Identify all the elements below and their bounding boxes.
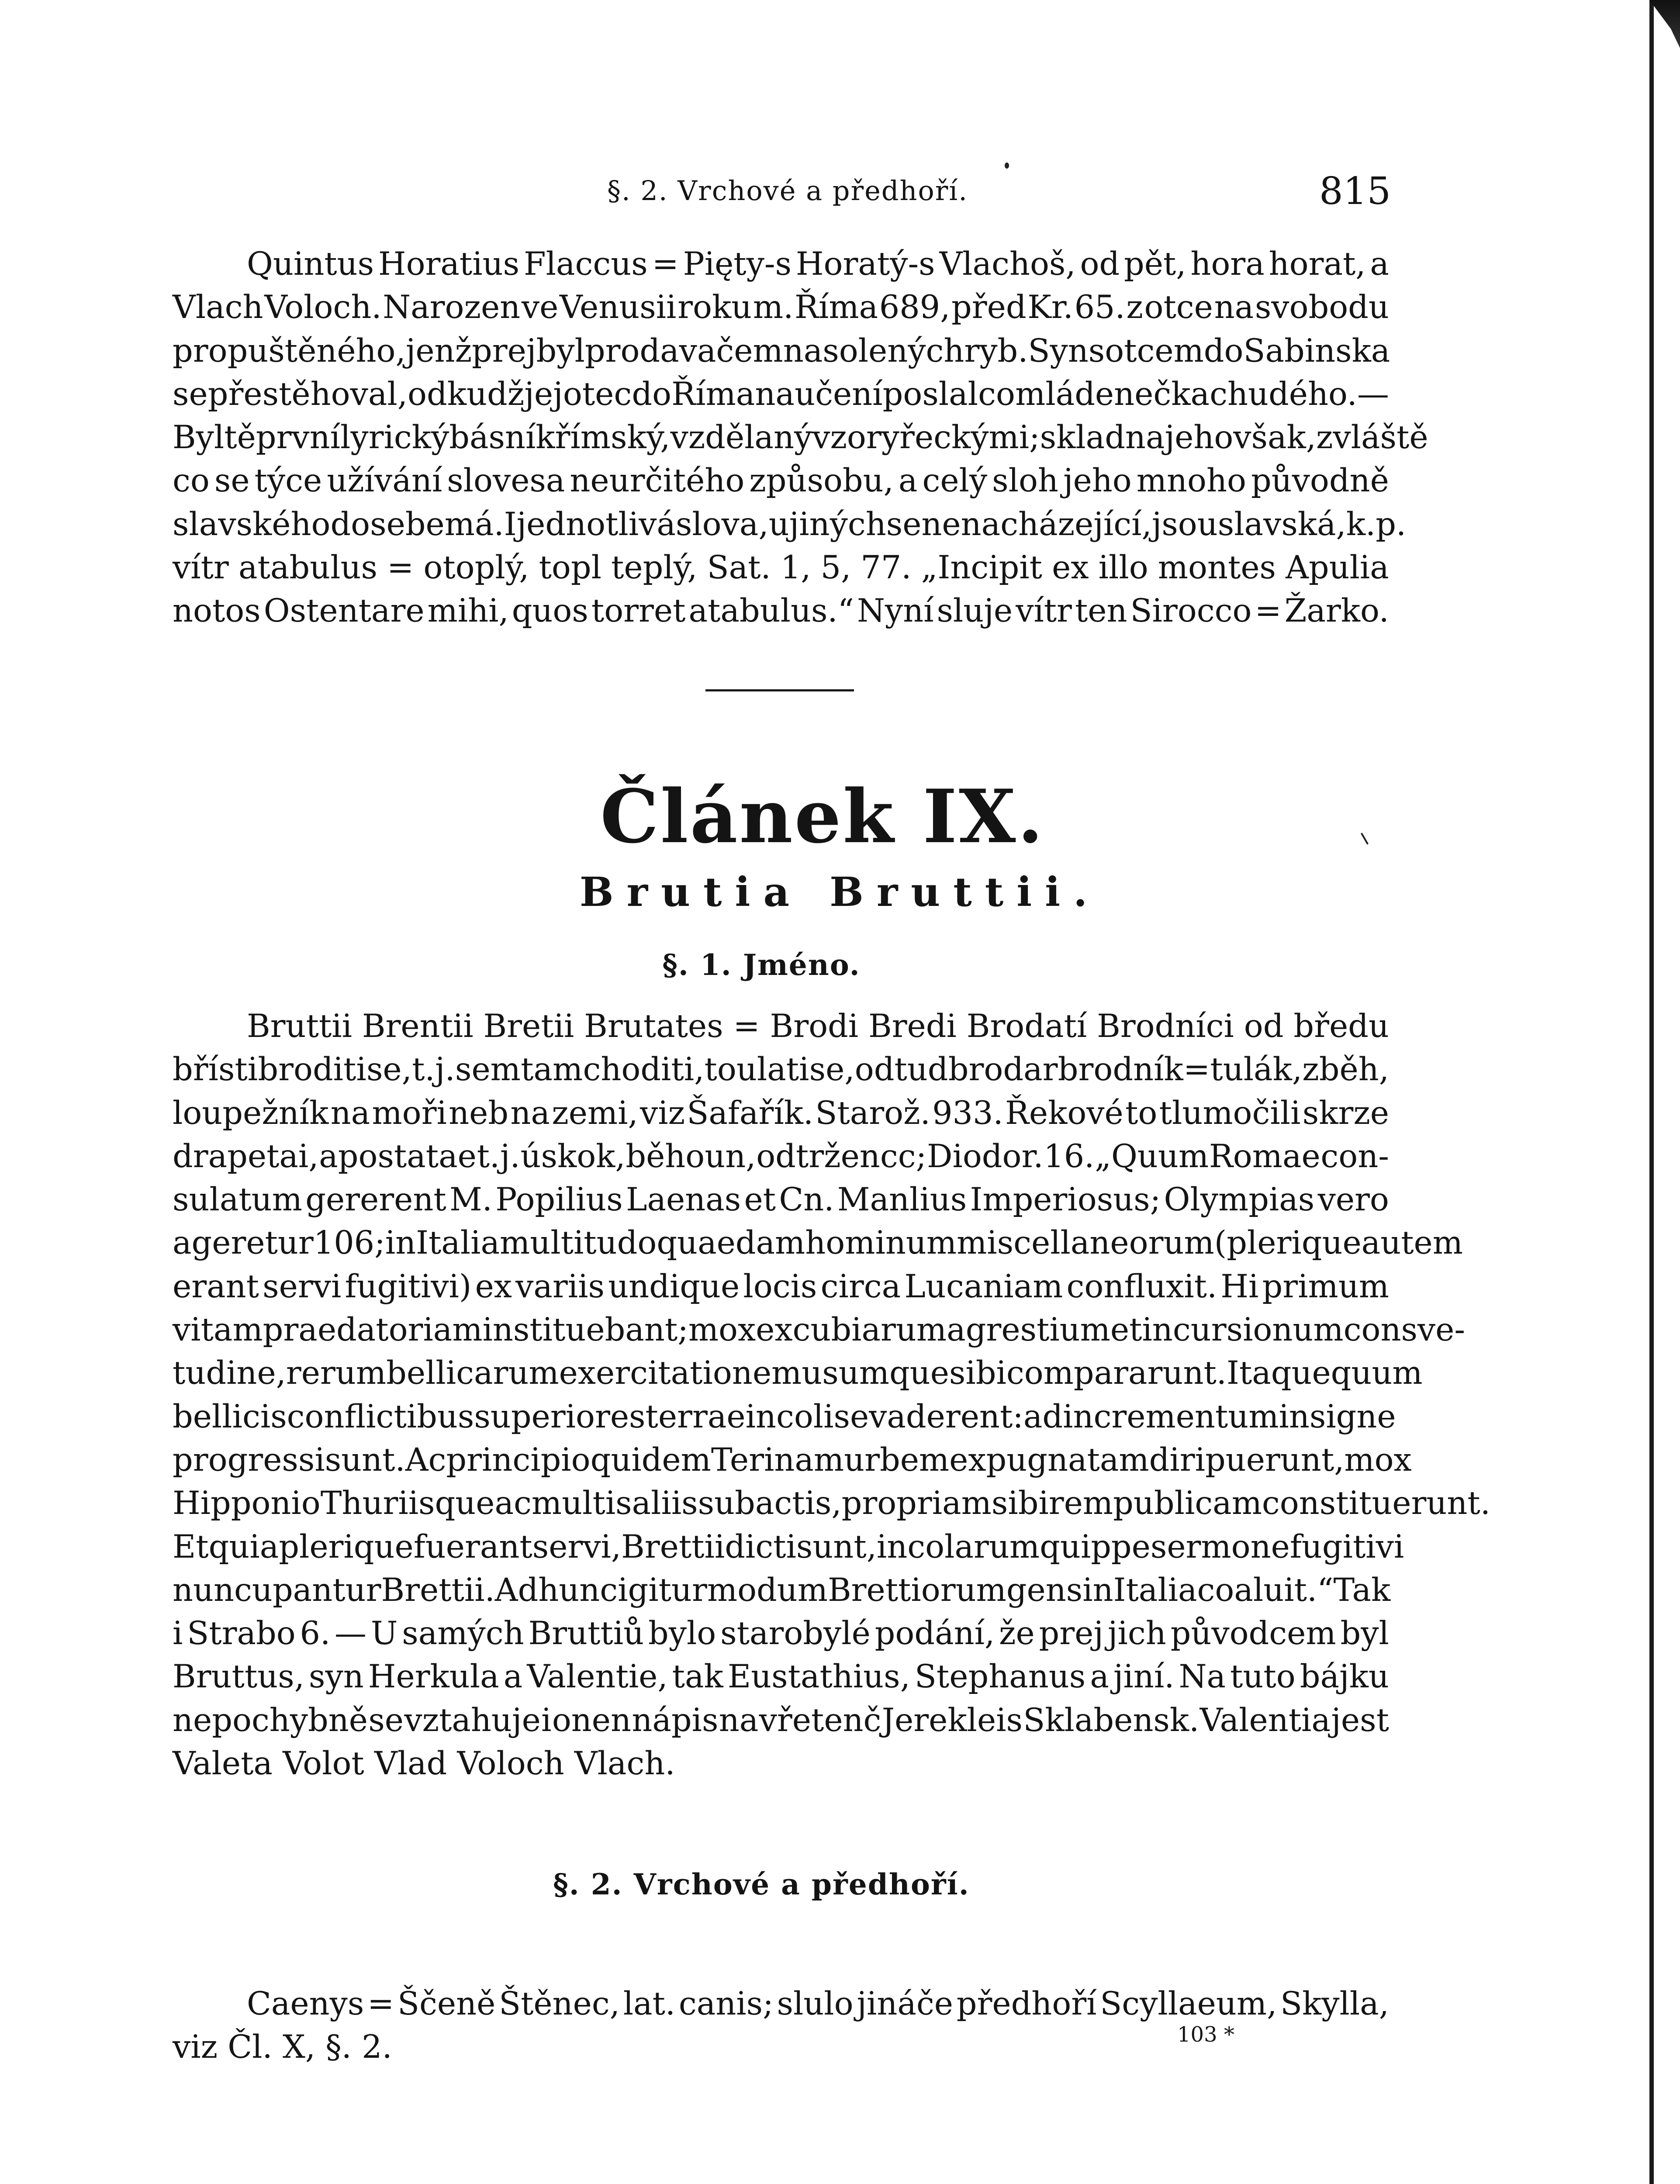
text-line: progressi sunt. Ac principio quidem Terinam urbem expugnatam diripuerunt, mox [173,1441,1412,1479]
text-line: Vlach Voloch. Narozen ve Venusii roku m. Říma 689, před Kr. 65. z otce na svobodu [173,289,1389,326]
text-line: i Strabo 6. — U samých Bruttiů bylo starobylé podání, že prej jich původcem byl [173,1615,1389,1652]
section-heading-vrchove: §. 2. Vrchové a předhoří. [553,1867,970,1901]
text-line: propuštěného, jenž prej byl prodavačem nasolených ryb. Syn s otcem do Sabinska [173,332,1390,370]
text-line: Bruttus, syn Herkula a Valentie, tak Eustathius, Stephanus a jiní. Na tuto bájku [173,1658,1389,1696]
running-head: §. 2. Vrchové a předhoří. [607,175,968,207]
text-line: Hipponio Thuriisque ac multis aliis subactis, propriam sibi rempublicam constituerunt. [173,1485,1490,1522]
text-line: Caenys = Ščeně Štěnec, lat. canis; slulo jináče předhoří Scyllaeum, Skylla, [247,1985,1389,2022]
text-line: břísti broditi se, t. j. sem tam choditi, toulati se, odtud brodar brodník = tulák, zběh, [173,1051,1389,1089]
text-line: notos Ostentare mihi, quos torret atabulus.“ Nyní sluje vítr ten Sirocco = Žarko. [173,592,1389,630]
text-line: sulatum gererent M. Popilius Laenas et Cn. Manlius Imperiosus; Olympias vero [173,1181,1389,1219]
text-line: loupežník na moři neb na zemi, viz Šafařík. Starož. 933. Řekové to tlumočili skrze [173,1094,1389,1132]
text-line: Valeta Volot Vlad Voloch Vlach. [173,1745,675,1783]
text-line: viz Čl. X, §. 2. [173,2028,392,2066]
text-line: bellicis conflictibus superiores terrae incolis evaderent: ad incrementum insigne [173,1398,1396,1435]
page-edge-shadow [1649,0,1654,2184]
text-line: tudine, rerum bellicarum exercitationem usumque sibi compararunt. Itaque quum [173,1355,1423,1392]
text-line: vítr atabulus = otoplý, topl teplý, Sat. 1, 5, 77. „Incipit ex illo montes Apulia [173,549,1389,587]
text-line: nepochybně se vztahuje i onen nápis na vřetenč Jerekleis Sklabensk. Valentia jest [173,1701,1389,1739]
text-line: erant servi fugitivi) ex variis undique locis circa Lucaniam confluxit. Hi primum [173,1268,1389,1305]
text-line: Bruttii Brentii Bretii Brutates = Brodi Bredi Brodatí Brodníci od bředu [247,1008,1389,1045]
text-line: ageretur 106; in Italia multitudo quaedam hominum miscellaneorum (plerique autem [173,1224,1463,1262]
page-number: 815 [1319,169,1391,213]
chapter-subtitle: Brutia Bruttii. [579,868,1101,916]
text-line: drapetai, apostatae t. j. úskok, běhoun, odtržencc; Diodor. 16. „Quum Romae con- [173,1137,1389,1175]
paragraph-horatius [173,242,1428,633]
section-heading-jmeno: §. 1. Jméno. [662,948,861,982]
text-line: slavského do sebe má. I jednotlivá slova, u jiných se nenacházející, jsou slavská, k. p. [173,505,1407,543]
text-line: nuncupantur Brettii. Ad hunc igitur modum Brettiorum gens in Italia coaluit.“ Tak [173,1571,1391,1609]
text-line: se přestěhoval, odkudž jej otec do Říma na učení poslal co mládenečka chudého. — [173,375,1389,413]
page-corner-fold [1649,0,1680,48]
ink-speck [1005,162,1009,169]
text-line: Byltě první lyrický básník římský, vzdělaný vzory řeckými; skladna jeho však, zvláště [173,419,1428,456]
paragraph-bruttii [173,1005,1490,1785]
signature-mark: 103 * [1177,2022,1234,2047]
chapter-title: Článek IX. [600,773,1045,860]
text-line: Quintus Horatius Flaccus = Pięty-s Horatý-s Vlachoš, od pět, hora horat, a [247,245,1389,283]
text-line: vitam praedatoriam instituebant; mox excubiarum agrestium et incursionum consve- [173,1311,1466,1349]
text-line: co se týce užívání slovesa neurčitého způsobu, a celý sloh jeho mnoho původně [173,462,1389,500]
section-divider-rule [705,689,854,691]
text-line: Et quia plerique fuerant servi, Brettii dicti sunt, incolarum quippe sermone fugitivi [173,1528,1404,1565]
